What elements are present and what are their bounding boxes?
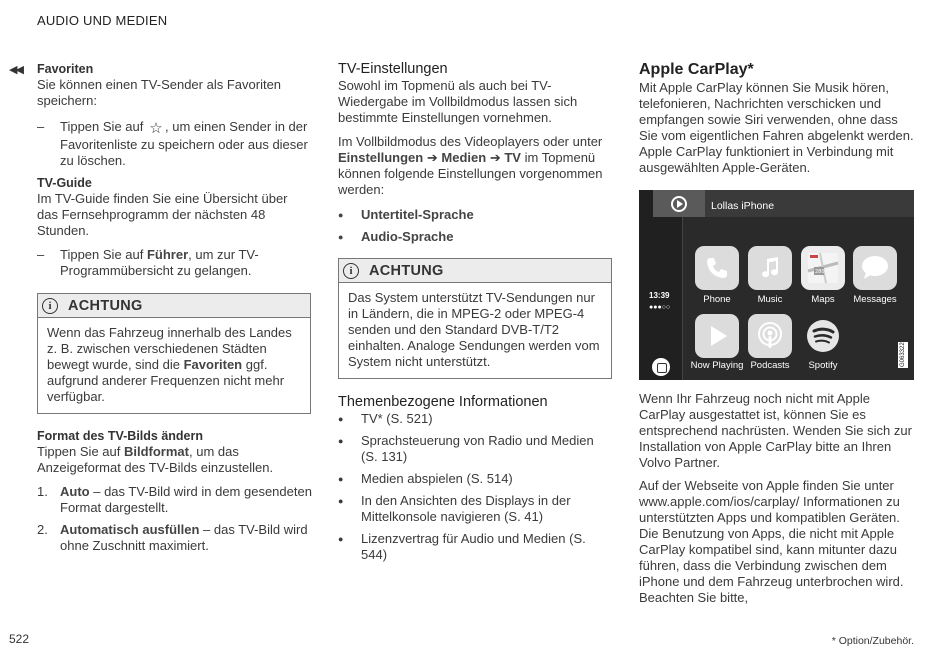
tvguide-heading: TV-Guide — [37, 176, 92, 190]
column-1 — [37, 60, 312, 554]
home-button[interactable] — [652, 358, 670, 376]
arrow-right-icon: ➔ — [426, 150, 438, 165]
related-link[interactable]: ● Sprachsteuerung von Radio und Medien (S. 131) — [338, 433, 613, 465]
speech-bubble-icon[interactable] — [853, 246, 897, 290]
spotify-icon[interactable] — [801, 314, 845, 358]
format-heading: Format des TV-Bilds ändern — [37, 429, 204, 443]
carplay-p2: Auf der Webseite von Apple finden Sie unter www.apple.com/ios/carplay/ Informationen zu unterstützten Apps und kompatiblen Geräten. Die Benutzung von Apps, die nicht mit Apple CarPlay kompatibel sind, kann mitunter dazu führen, dass die Verbindung zwischen dem iPhone und dem Fahrzeug unterbrochen wird. Beachten Sie bitte, — [639, 478, 904, 605]
play-circle-icon — [671, 196, 687, 212]
item-number: 1. — [37, 484, 48, 499]
menu-path-item: TV — [504, 150, 521, 165]
format-item — [37, 522, 312, 554]
info-icon: i — [42, 298, 58, 314]
map-icon[interactable] — [801, 246, 845, 290]
music-note-icon[interactable] — [748, 246, 792, 290]
app-label: Phone — [703, 294, 731, 305]
phone-icon[interactable] — [695, 246, 739, 290]
star-icon: ☆ — [149, 120, 163, 137]
format-bold: Bildformat — [123, 444, 189, 459]
page-number: 522 — [9, 632, 30, 646]
favoriten-heading: Favoriten — [37, 62, 94, 76]
warning-header — [38, 294, 310, 318]
carplay-p1: Wenn Ihr Fahrzeug noch nicht mit Apple CarPlay ausgestattet ist, können Sie es entsprechend nachrüsten. Wenden Sie sich zur Installation von Apple CarPlay bitte an Ihren Volvo Partner. — [639, 391, 912, 470]
signal-indicator: ●●●○○ — [649, 304, 671, 311]
p2-text: Im Vollbildmodus des Videoplayers oder unter — [338, 134, 603, 149]
carplay-intro: Mit Apple CarPlay können Sie Musik hören, telefonieren, Nachrichten verschicken und empfangen sowie Siri verwenden, ohne dass Sie vom eigentlichen Fahren abgelenkt werden. Apple CarPlay funktioniert in Verbindung mit ausgewählten Apple-Geräten. — [639, 80, 914, 175]
carplay-heading: Apple CarPlay* — [639, 61, 754, 78]
warning-header — [339, 259, 611, 283]
warning-text: Wenn das Fahrzeug innerhalb des Landes z. B. zwischen verschiedenen Städten bewegt wurde, sind die — [47, 325, 292, 372]
info-icon: i — [343, 263, 359, 279]
step-text: , um zur TV-Programmübersicht zu gelangen. — [60, 247, 259, 278]
tvguide-text: Im TV-Guide finden Sie eine Übersicht über das Fernsehprogramm der nächsten 48 Stunden. — [37, 191, 288, 238]
item-bold: Auto — [60, 484, 90, 499]
related-link[interactable]: ● Medien abspielen (S. 514) — [338, 471, 613, 487]
arrow-right-icon: ➔ — [489, 150, 501, 165]
step-text: Tippen Sie auf — [60, 247, 144, 262]
carplay-screenshot — [639, 190, 914, 380]
format-item — [37, 484, 312, 516]
step-text: Tippen Sie auf — [60, 119, 144, 134]
column-3 — [639, 60, 915, 606]
format-text-part: , um das Anzeigeformat des TV-Bilds einzustellen. — [37, 444, 274, 475]
item-bold: Automatisch ausfüllen — [60, 522, 200, 537]
related-link[interactable]: ● Lizenzvertrag für Audio und Medien (S. 544) — [338, 531, 613, 563]
p2-text: im Topmenü können folgende Einstellungen vorgenommen werden: — [338, 150, 603, 197]
favoriten-step — [37, 119, 312, 169]
item-text: – das TV-Bild wird in dem gesendeten Format dargestellt. — [60, 484, 312, 515]
item-text: – das TV-Bild wird ohne Zuschnitt maximiert. — [60, 522, 308, 553]
warning-box — [338, 258, 612, 379]
warning-title: ACHTUNG — [68, 297, 143, 314]
carplay-sidebar — [639, 190, 683, 380]
step-text: , um einen Sender in der Favoritenliste zu speichern oder aus dieser zu löschen. — [60, 119, 308, 168]
app-label: Now Playing — [690, 360, 744, 371]
step-bold: Führer — [146, 247, 189, 262]
tv-settings-p1: Sowohl im Topmenü als auch bei TV-Wiedergabe im Vollbildmodus lassen sich bestimmte Einstellungen vornehmen. — [338, 78, 578, 125]
podcast-icon[interactable] — [748, 314, 792, 358]
menu-path-item: Einstellungen — [338, 150, 424, 165]
now-playing-button[interactable] — [653, 190, 705, 217]
menu-path-item: Medien — [441, 150, 487, 165]
app-label: Music — [757, 294, 783, 305]
clock: 13:39 — [649, 291, 670, 300]
tv-settings-heading: TV-Einstellungen — [338, 61, 448, 77]
section-header: AUDIO UND MEDIEN — [37, 13, 168, 28]
warning-box — [37, 293, 311, 414]
image-code: G063322 — [900, 342, 906, 368]
favoriten-text: Sie können einen TV-Sender als Favoriten speichern: — [37, 77, 282, 108]
related-link[interactable]: ● In den Ansichten des Displays in der Mittelkonsole navigieren (S. 41) — [338, 493, 613, 525]
device-name: Lollas iPhone — [711, 200, 775, 212]
app-label: Spotify — [808, 360, 838, 371]
play-icon[interactable] — [695, 314, 739, 358]
rewind-icon[interactable]: ◀◀ — [9, 64, 22, 76]
tv-settings-p2 — [338, 134, 613, 198]
item-number: 2. — [37, 522, 48, 537]
warning-body — [38, 318, 310, 413]
warning-text: ggf. aufgrund anderer Frequenzen nicht mehr verfügbar. — [47, 357, 285, 404]
format-text — [37, 444, 312, 476]
tvguide-step — [37, 247, 312, 279]
warning-title: ACHTUNG — [369, 262, 444, 279]
app-label: Maps — [811, 294, 835, 305]
footnote: * Option/Zubehör. — [831, 635, 914, 647]
settings-item: ● Untertitel-Sprache — [338, 207, 613, 223]
column-2 — [338, 60, 613, 563]
app-label: Messages — [853, 294, 897, 305]
warning-bold: Favoriten — [183, 357, 243, 372]
format-text-part: Tippen Sie auf — [37, 444, 121, 459]
settings-item: ● Audio-Sprache — [338, 229, 613, 245]
app-label: Podcasts — [750, 360, 790, 371]
related-heading: Themenbezogene Informationen — [338, 394, 548, 410]
related-link[interactable]: ● TV* (S. 521) — [338, 411, 613, 427]
svg-text:280: 280 — [815, 269, 825, 275]
warning-body: Das System unterstützt TV-Sendungen nur in Ländern, die in MPEG-2 oder MPEG-4 senden und den Standard DVB-T/T2 einhalten. Analoge Sendungen werden vom System nicht unterstützt. — [348, 290, 600, 369]
